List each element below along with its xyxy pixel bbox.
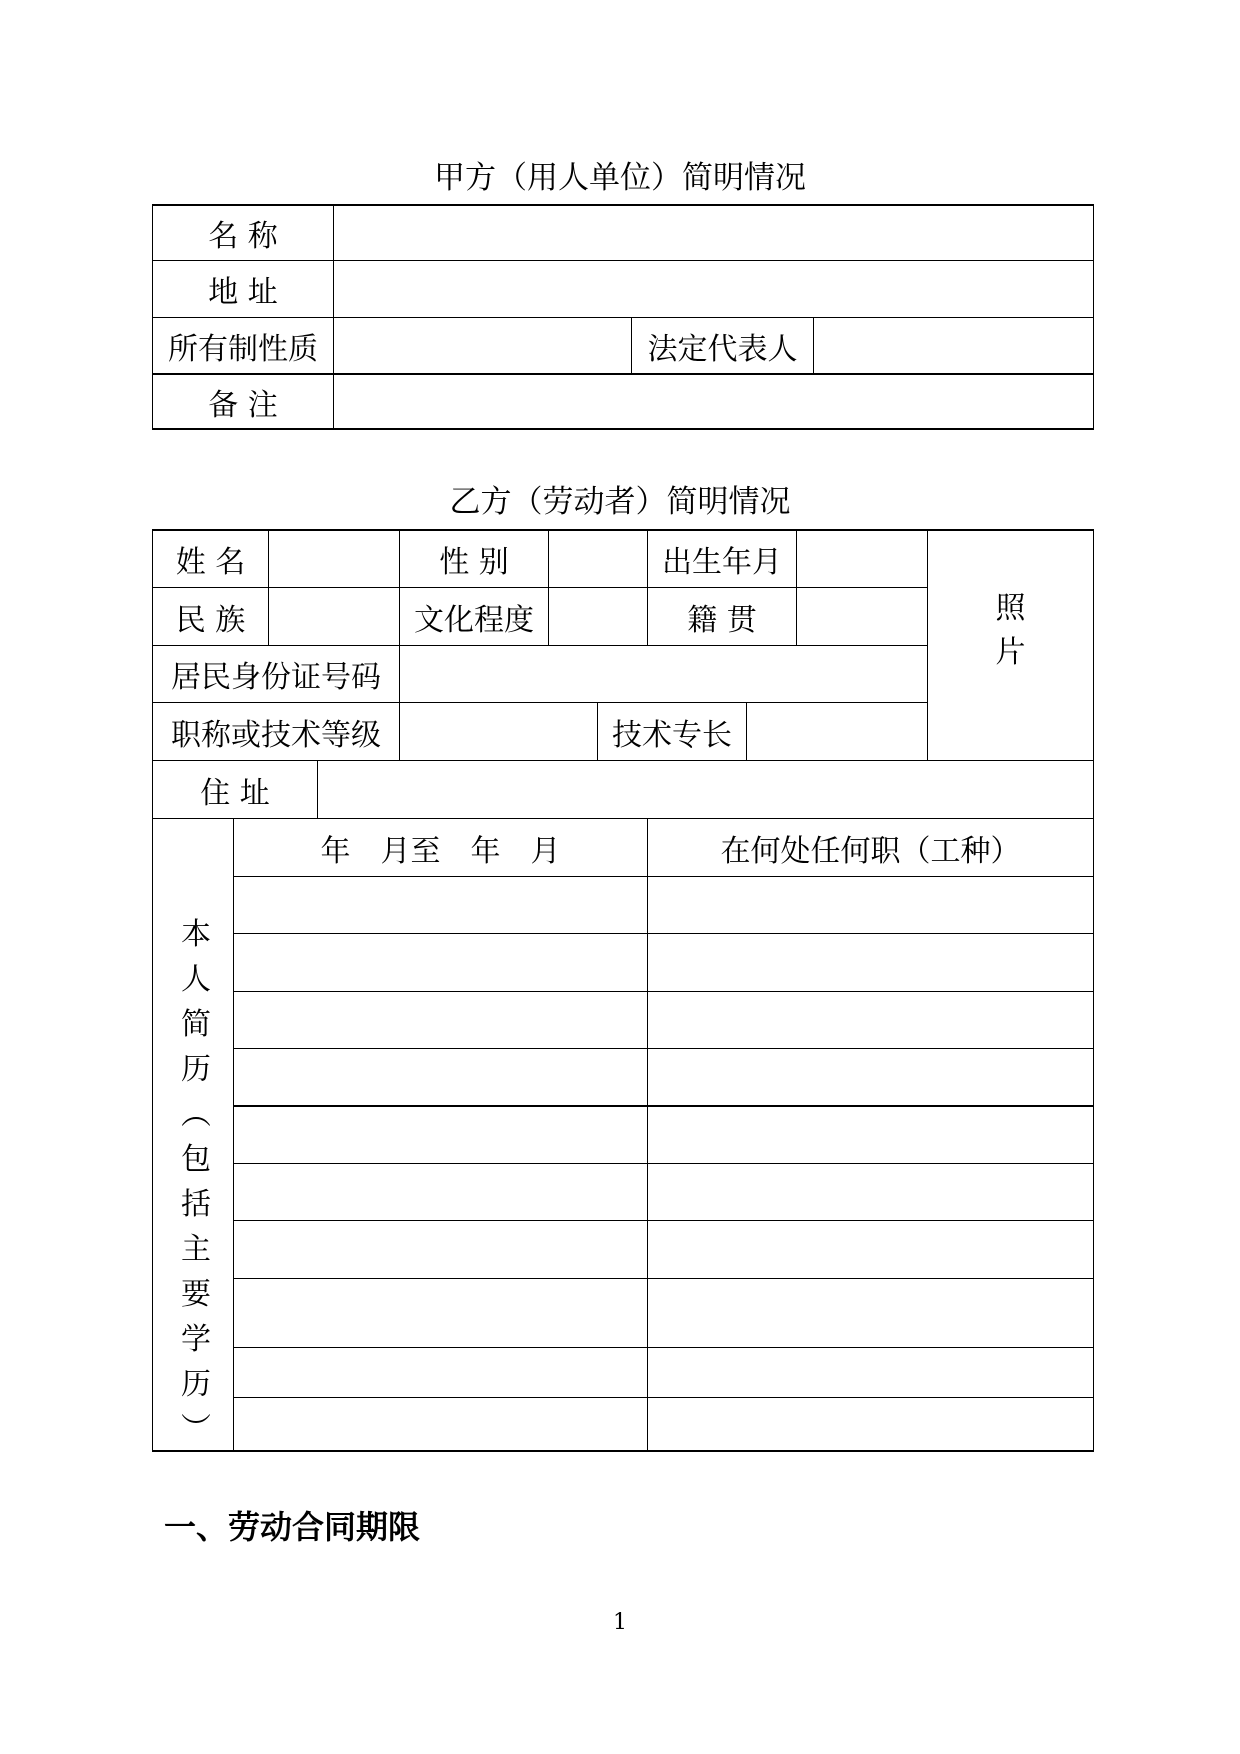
resume-position-cell[interactable] <box>648 1221 1093 1278</box>
party-b-title: 乙方（劳动者）简明情况 <box>449 484 791 520</box>
resume-position-cell[interactable] <box>648 1398 1093 1450</box>
party-b-address-label: 住 址 <box>200 775 270 811</box>
photo-label-top: 照 <box>995 591 1026 626</box>
resume-period-cell[interactable] <box>234 1164 647 1220</box>
resume-position-cell[interactable] <box>648 1164 1093 1220</box>
party-b-native-place-label: 籍 贯 <box>687 602 757 638</box>
resume-position-cell[interactable] <box>648 877 1093 933</box>
resume-label-char: 历 <box>181 1367 211 1402</box>
party-a-address-label: 地 址 <box>208 275 278 310</box>
party-a-remarks-field[interactable] <box>334 375 1093 428</box>
resume-period-cell[interactable] <box>234 1107 647 1163</box>
party-a-remarks-label: 备 注 <box>208 387 278 423</box>
party-a-name-field[interactable] <box>334 206 1093 260</box>
party-a-ownership-field[interactable] <box>334 318 631 373</box>
resume-label-char: ︵ <box>181 1097 211 1132</box>
party-b-specialty-field[interactable] <box>747 703 927 760</box>
resume-label-char: 人 <box>181 962 211 997</box>
resume-period-cell[interactable] <box>234 877 647 933</box>
party-b-birth-field[interactable] <box>797 531 927 587</box>
resume-period-cell[interactable] <box>234 1348 647 1397</box>
resume-label-char: ︶ <box>181 1412 211 1447</box>
party-b-ethnicity-field[interactable] <box>269 588 399 645</box>
resume-period-cell[interactable] <box>234 934 647 991</box>
party-b-name-label: 姓 名 <box>175 545 246 580</box>
party-b-education-field[interactable] <box>549 588 647 645</box>
resume-position-cell[interactable] <box>648 1279 1093 1347</box>
resume-period-cell[interactable] <box>234 992 647 1048</box>
party-b-title-level-label: 职称或技术等级 <box>171 717 381 753</box>
resume-label-char: 历 <box>181 1052 211 1087</box>
party-a-ownership-label: 所有制性质 <box>168 331 318 367</box>
page-number: 1 <box>613 1610 627 1635</box>
resume-period-cell[interactable] <box>234 1279 647 1347</box>
party-b-gender-field[interactable] <box>549 531 647 587</box>
resume-position-cell[interactable] <box>648 934 1093 991</box>
resume-label-char: 学 <box>181 1322 211 1357</box>
resume-period-cell[interactable] <box>234 1049 647 1105</box>
resume-label-char: 本 <box>181 917 211 952</box>
resume-period-cell[interactable] <box>234 1221 647 1278</box>
section-heading: 一、劳动合同期限 <box>164 1508 421 1546</box>
resume-label-char: 包 <box>181 1142 211 1177</box>
resume-position-header: 在何处任何职（工种） <box>720 833 1021 869</box>
party-a-name-label: 名 称 <box>208 219 278 254</box>
party-b-education-label: 文化程度 <box>414 602 534 638</box>
party-a-legal-rep-label: 法定代表人 <box>647 331 798 367</box>
resume-position-cell[interactable] <box>648 992 1093 1048</box>
party-b-title-level-field[interactable] <box>400 703 597 760</box>
resume-period-header: 年 月至 年 月 <box>320 833 561 869</box>
party-b-specialty-label: 技术专长 <box>612 717 732 753</box>
party-b-address-field[interactable] <box>318 761 1093 818</box>
party-b-name-field[interactable] <box>269 531 399 587</box>
resume-label-char: 要 <box>181 1277 211 1312</box>
photo-label-bottom: 片 <box>995 635 1026 670</box>
party-b-id-field[interactable] <box>400 646 927 702</box>
party-b-gender-label: 性 别 <box>439 545 509 580</box>
resume-position-cell[interactable] <box>648 1049 1093 1105</box>
resume-label-char: 括 <box>181 1187 211 1222</box>
party-a-address-field[interactable] <box>334 261 1093 317</box>
resume-label <box>155 912 237 1452</box>
resume-position-cell[interactable] <box>648 1107 1093 1163</box>
resume-label-char: 主 <box>181 1232 211 1267</box>
party-b-ethnicity-label: 民 族 <box>175 602 246 638</box>
party-b-native-place-field[interactable] <box>797 588 927 645</box>
resume-label-char: 简 <box>181 1007 211 1042</box>
party-b-birth-label: 出生年月 <box>662 545 782 580</box>
party-a-title: 甲方（用人单位）简明情况 <box>434 160 806 196</box>
resume-position-cell[interactable] <box>648 1348 1093 1397</box>
party-a-legal-rep-field[interactable] <box>814 318 1093 373</box>
party-b-id-label: 居民身份证号码 <box>171 660 381 695</box>
resume-period-cell[interactable] <box>234 1398 647 1450</box>
